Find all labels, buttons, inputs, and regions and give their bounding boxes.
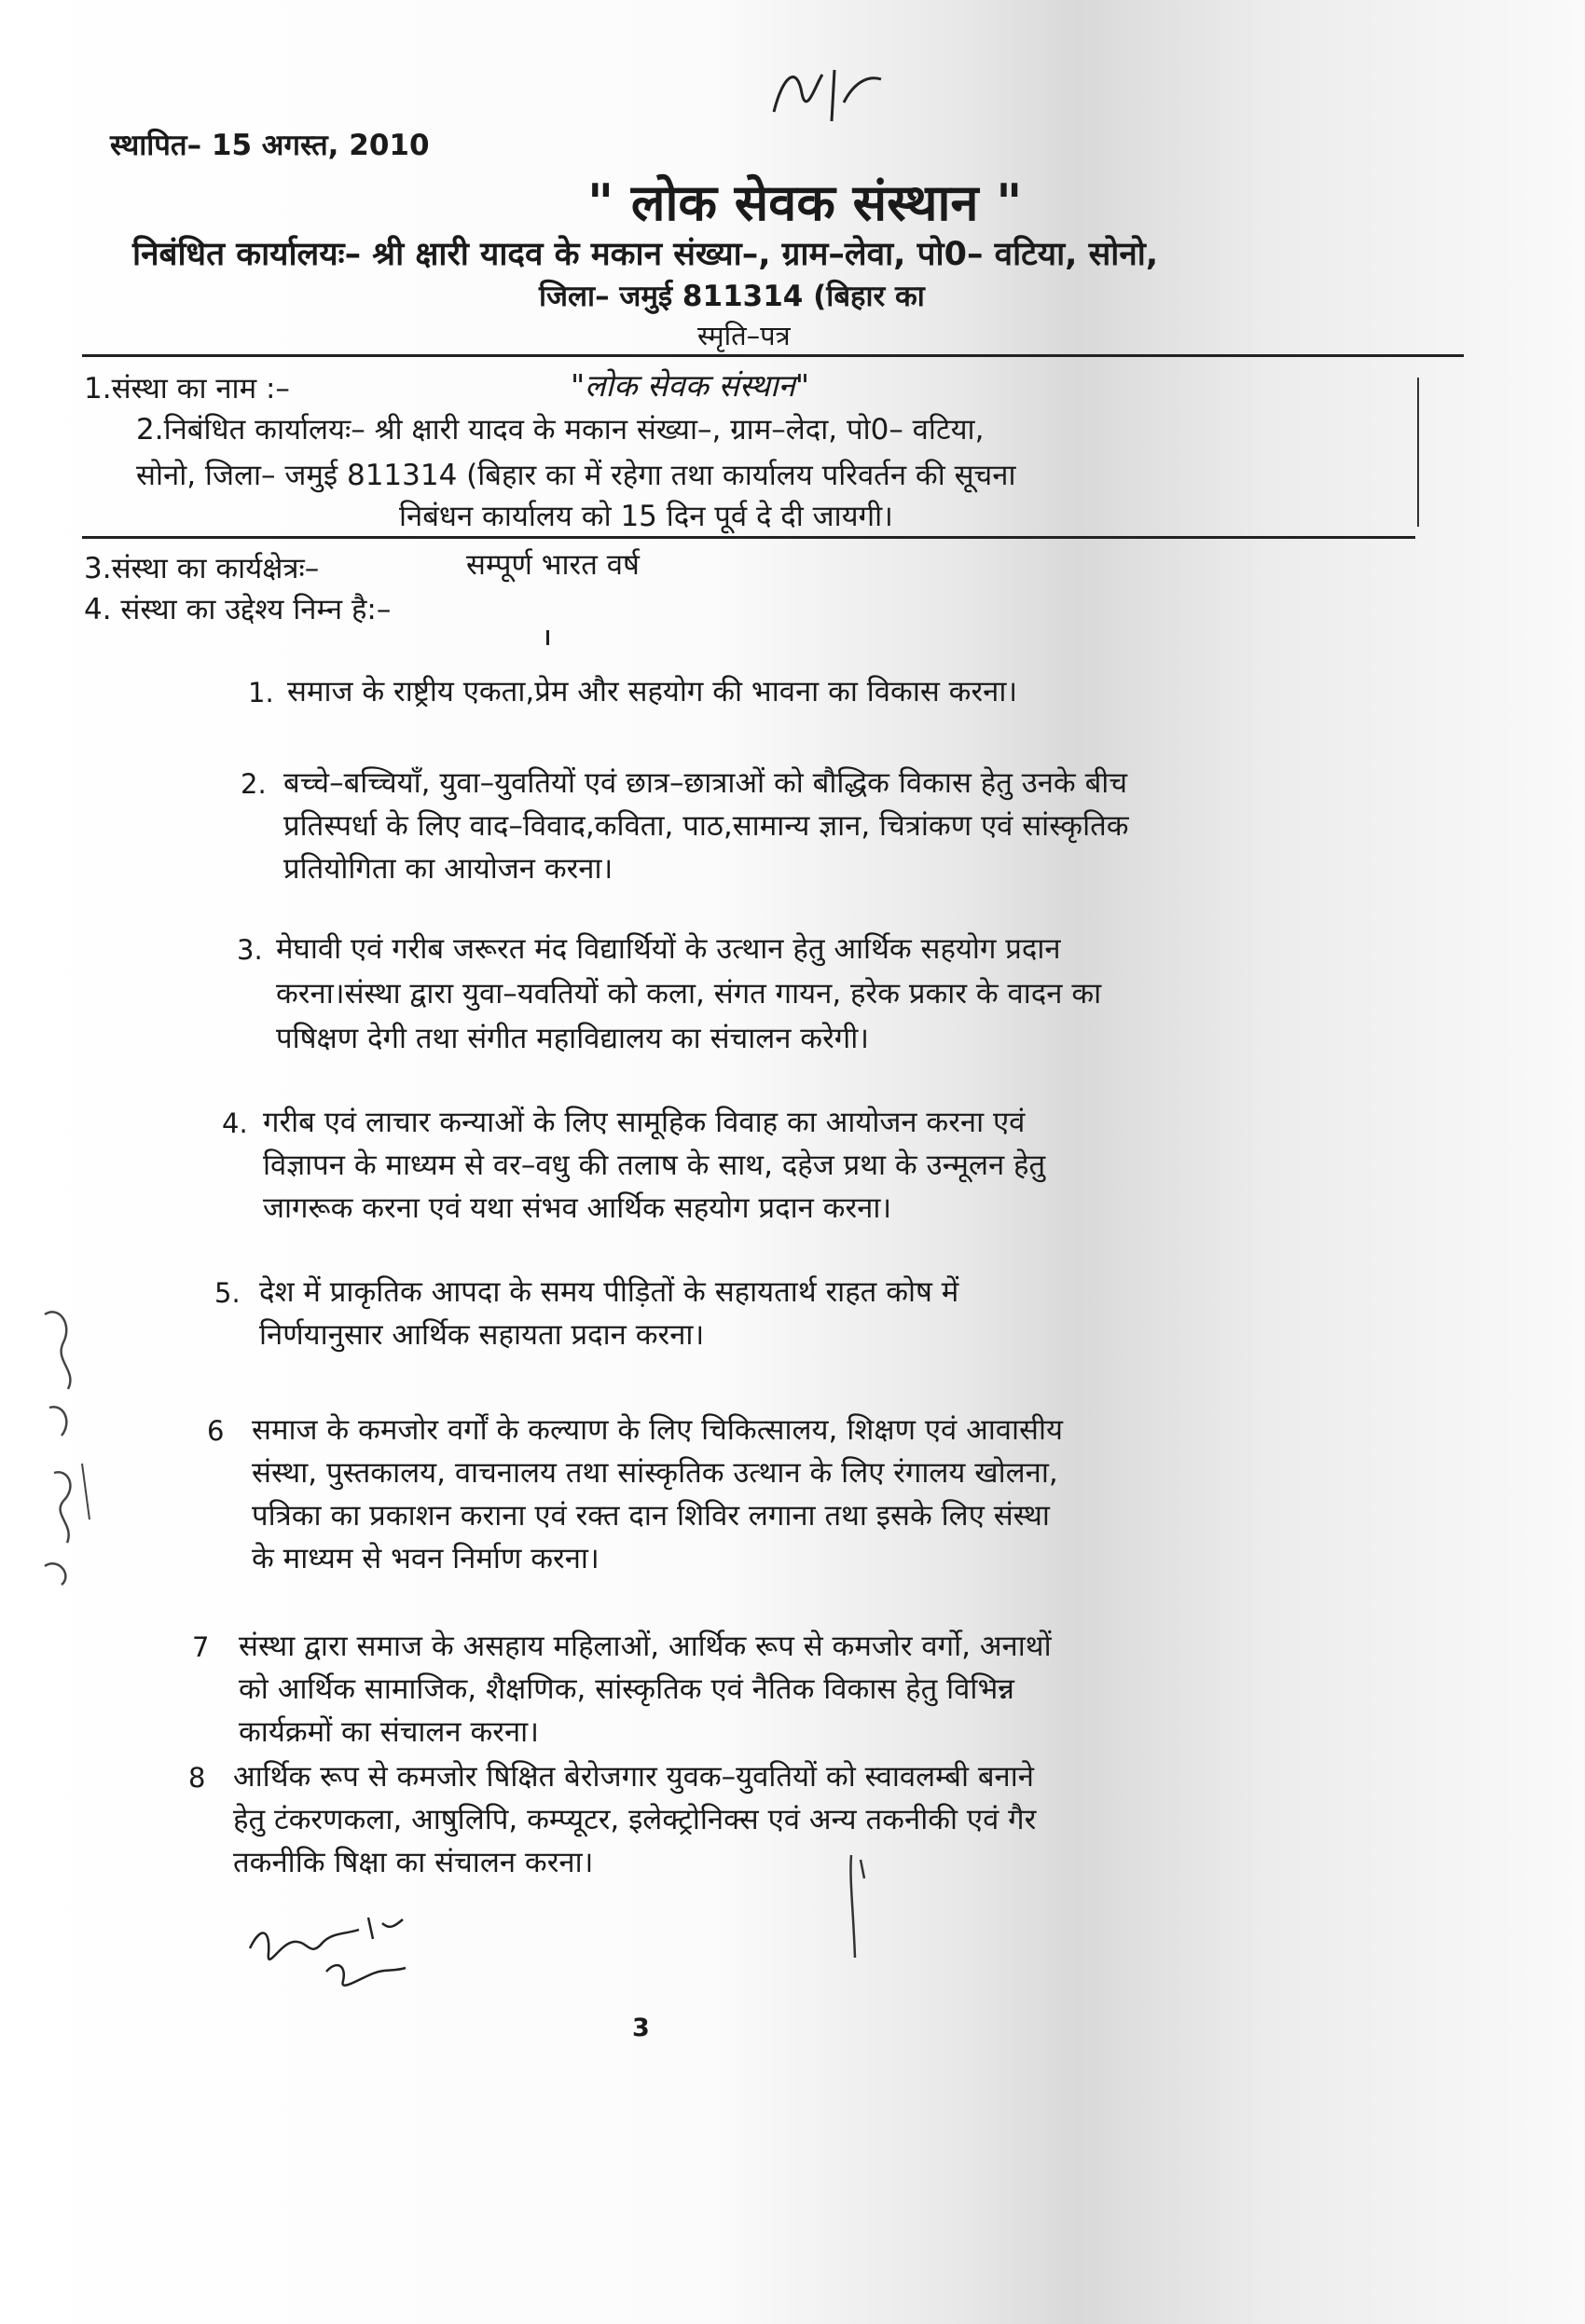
objective-line: के माध्यम से भवन निर्माण करना। [252,1542,600,1575]
established-date: स्थापित– 15 अगस्त, 2010 [110,129,430,162]
field-area-value: सम्पूर्ण भारत वर्ष [466,548,640,582]
registered-office-line-1: निबंधित कार्यालयः– श्री क्षारी यादव के मकान संख्या–, ग्राम–लेवा, पो0– वटिया, सोनो, [132,236,1159,273]
organization-title: " लोक सेवक संस्थान " [587,173,1023,232]
objective-line: हेतु टंकरणकला, आषुलिपि, कम्प्यूटर, इलेक्ट्रोनिक्स एवं अन्य तकनीकी एवं गैर [233,1803,1037,1836]
objective-line: संस्था, पुस्तकालय, वाचनालय तथा सांस्कृतिक उत्थान के लिए रंगालय खोलना, [252,1456,1058,1490]
objective-line: पषिक्षण देगी तथा संगीत महाविद्यालय का संचालन करेगी। [276,1022,870,1055]
objective-line: समाज के राष्ट्रीय एकता,प्रेम और सहयोग की भावना का विकास करना। [287,675,1018,708]
objective-number: 3. [237,934,263,966]
page-number: 3 [632,2014,650,2042]
objective-line: मेघावी एवं गरीब जरूरत मंद विद्यार्थियों के उत्थान हेतु आर्थिक सहयोग प्रदान [276,932,1061,966]
field-office-line-1: 2.निबंधित कार्यालयः– श्री क्षारी यादव के मकान संख्या–, ग्राम–लेदा, पो0– वटिया, [136,413,985,447]
objective-line: करना।संस्था द्वारा युवा–यवतियों को कला, संगत गायन, हरेक प्रकार के वादन का [276,977,1102,1011]
objective-number: 6 [207,1415,225,1447]
pen-mark [546,630,549,645]
field-office-line-2: सोनो, जिला– जमुई 811314 (बिहार का में रहेगा तथा कार्यालय परिवर्तन की सूचना [136,459,1016,492]
pen-stroke [844,1850,872,1962]
objective-line: पत्रिका का प्रकाशन कराना एवं रक्त दान शिविर लगाना तथा इसके लिए संस्था [252,1499,1050,1533]
objective-line: कार्यक्रमों का संचालन करना। [239,1715,539,1749]
objective-number: 5. [214,1277,241,1309]
objective-number: 2. [241,768,267,800]
objective-line: देश में प्राकृतिक आपदा के समय पीड़ितों के सहायतार्थ राहत कोष में [259,1275,959,1309]
field-name-value: "लोक सेवक संस्थान" [571,367,810,404]
field-name-label: 1.संस्था का नाम :– [84,372,290,406]
objective-line: समाज के कमजोर वर्गों के कल्याण के लिए चिकित्सालय, शिक्षण एवं आवासीय [252,1413,1063,1447]
objective-line: प्रतियोगिता का आयोजन करना। [283,852,613,886]
objective-line: को आर्थिक सामाजिक, शैक्षणिक, सांस्कृतिक एवं नैतिक विकास हेतु विभिन्न [239,1672,1014,1706]
objective-number: 1. [248,677,274,708]
objective-number: 4. [222,1107,248,1139]
divider-middle [82,536,1415,539]
objective-number: 7 [192,1631,210,1663]
objective-line: तकनीकि षिक्षा का संचालन करना। [233,1846,594,1879]
field-objectives-label: 4. संस्था का उद्देश्य निम्न है:– [84,593,392,626]
objective-line: आर्थिक रूप से कमजोर षिक्षित बेरोजगार युवक–युवतियों को स्वावलम्बी बनाने [233,1760,1034,1794]
objective-line: प्रतिस्पर्धा के लिए वाद–विवाद,कविता, पाठ,सामान्य ज्ञान, चित्रांकण एवं सांस्कृतिक [283,809,1129,843]
objective-line: गरीब एवं लाचार कन्याओं के लिए सामूहिक विवाह का आयोजन करना एवं [263,1106,1026,1139]
signature-image [242,1906,415,2000]
registered-office-line-2: जिला– जमुई 811314 (बिहार का [539,280,925,313]
objective-line: विज्ञापन के माध्यम से वर–वधु की तलाष के साथ, दहेज प्रथा के उन्मूलन हेतु [263,1148,1046,1182]
memorandum-heading: स्मृति–पत्र [697,320,791,351]
objective-number: 8 [188,1762,206,1794]
divider-top [82,354,1464,357]
handwritten-initial-mark [765,56,895,135]
field-area-label: 3.संस्था का कार्यक्षेत्रः– [84,552,320,585]
objective-line: निर्णयानुसार आर्थिक सहायता प्रदान करना। [259,1318,705,1352]
field-office-line-3: निबंधन कार्यालय को 15 दिन पूर्व दे दी जायगी। [399,500,893,533]
objective-line: बच्चे–बच्चियाँ, युवा–युवतियों एवं छात्र–छात्राओं को बौद्धिक विकास हेतु उनके बीच [283,766,1128,800]
objective-line: संस्था द्वारा समाज के असहाय महिलाओं, आर्थिक रूप से कमजोर वर्गो, अनाथों [239,1630,1052,1663]
margin-vertical-rule [1417,378,1419,527]
objective-line: जागरूक करना एवं यथा संभव आर्थिक सहयोग प्रदान करना। [263,1191,892,1225]
margin-handwritten-note [26,1296,91,1594]
